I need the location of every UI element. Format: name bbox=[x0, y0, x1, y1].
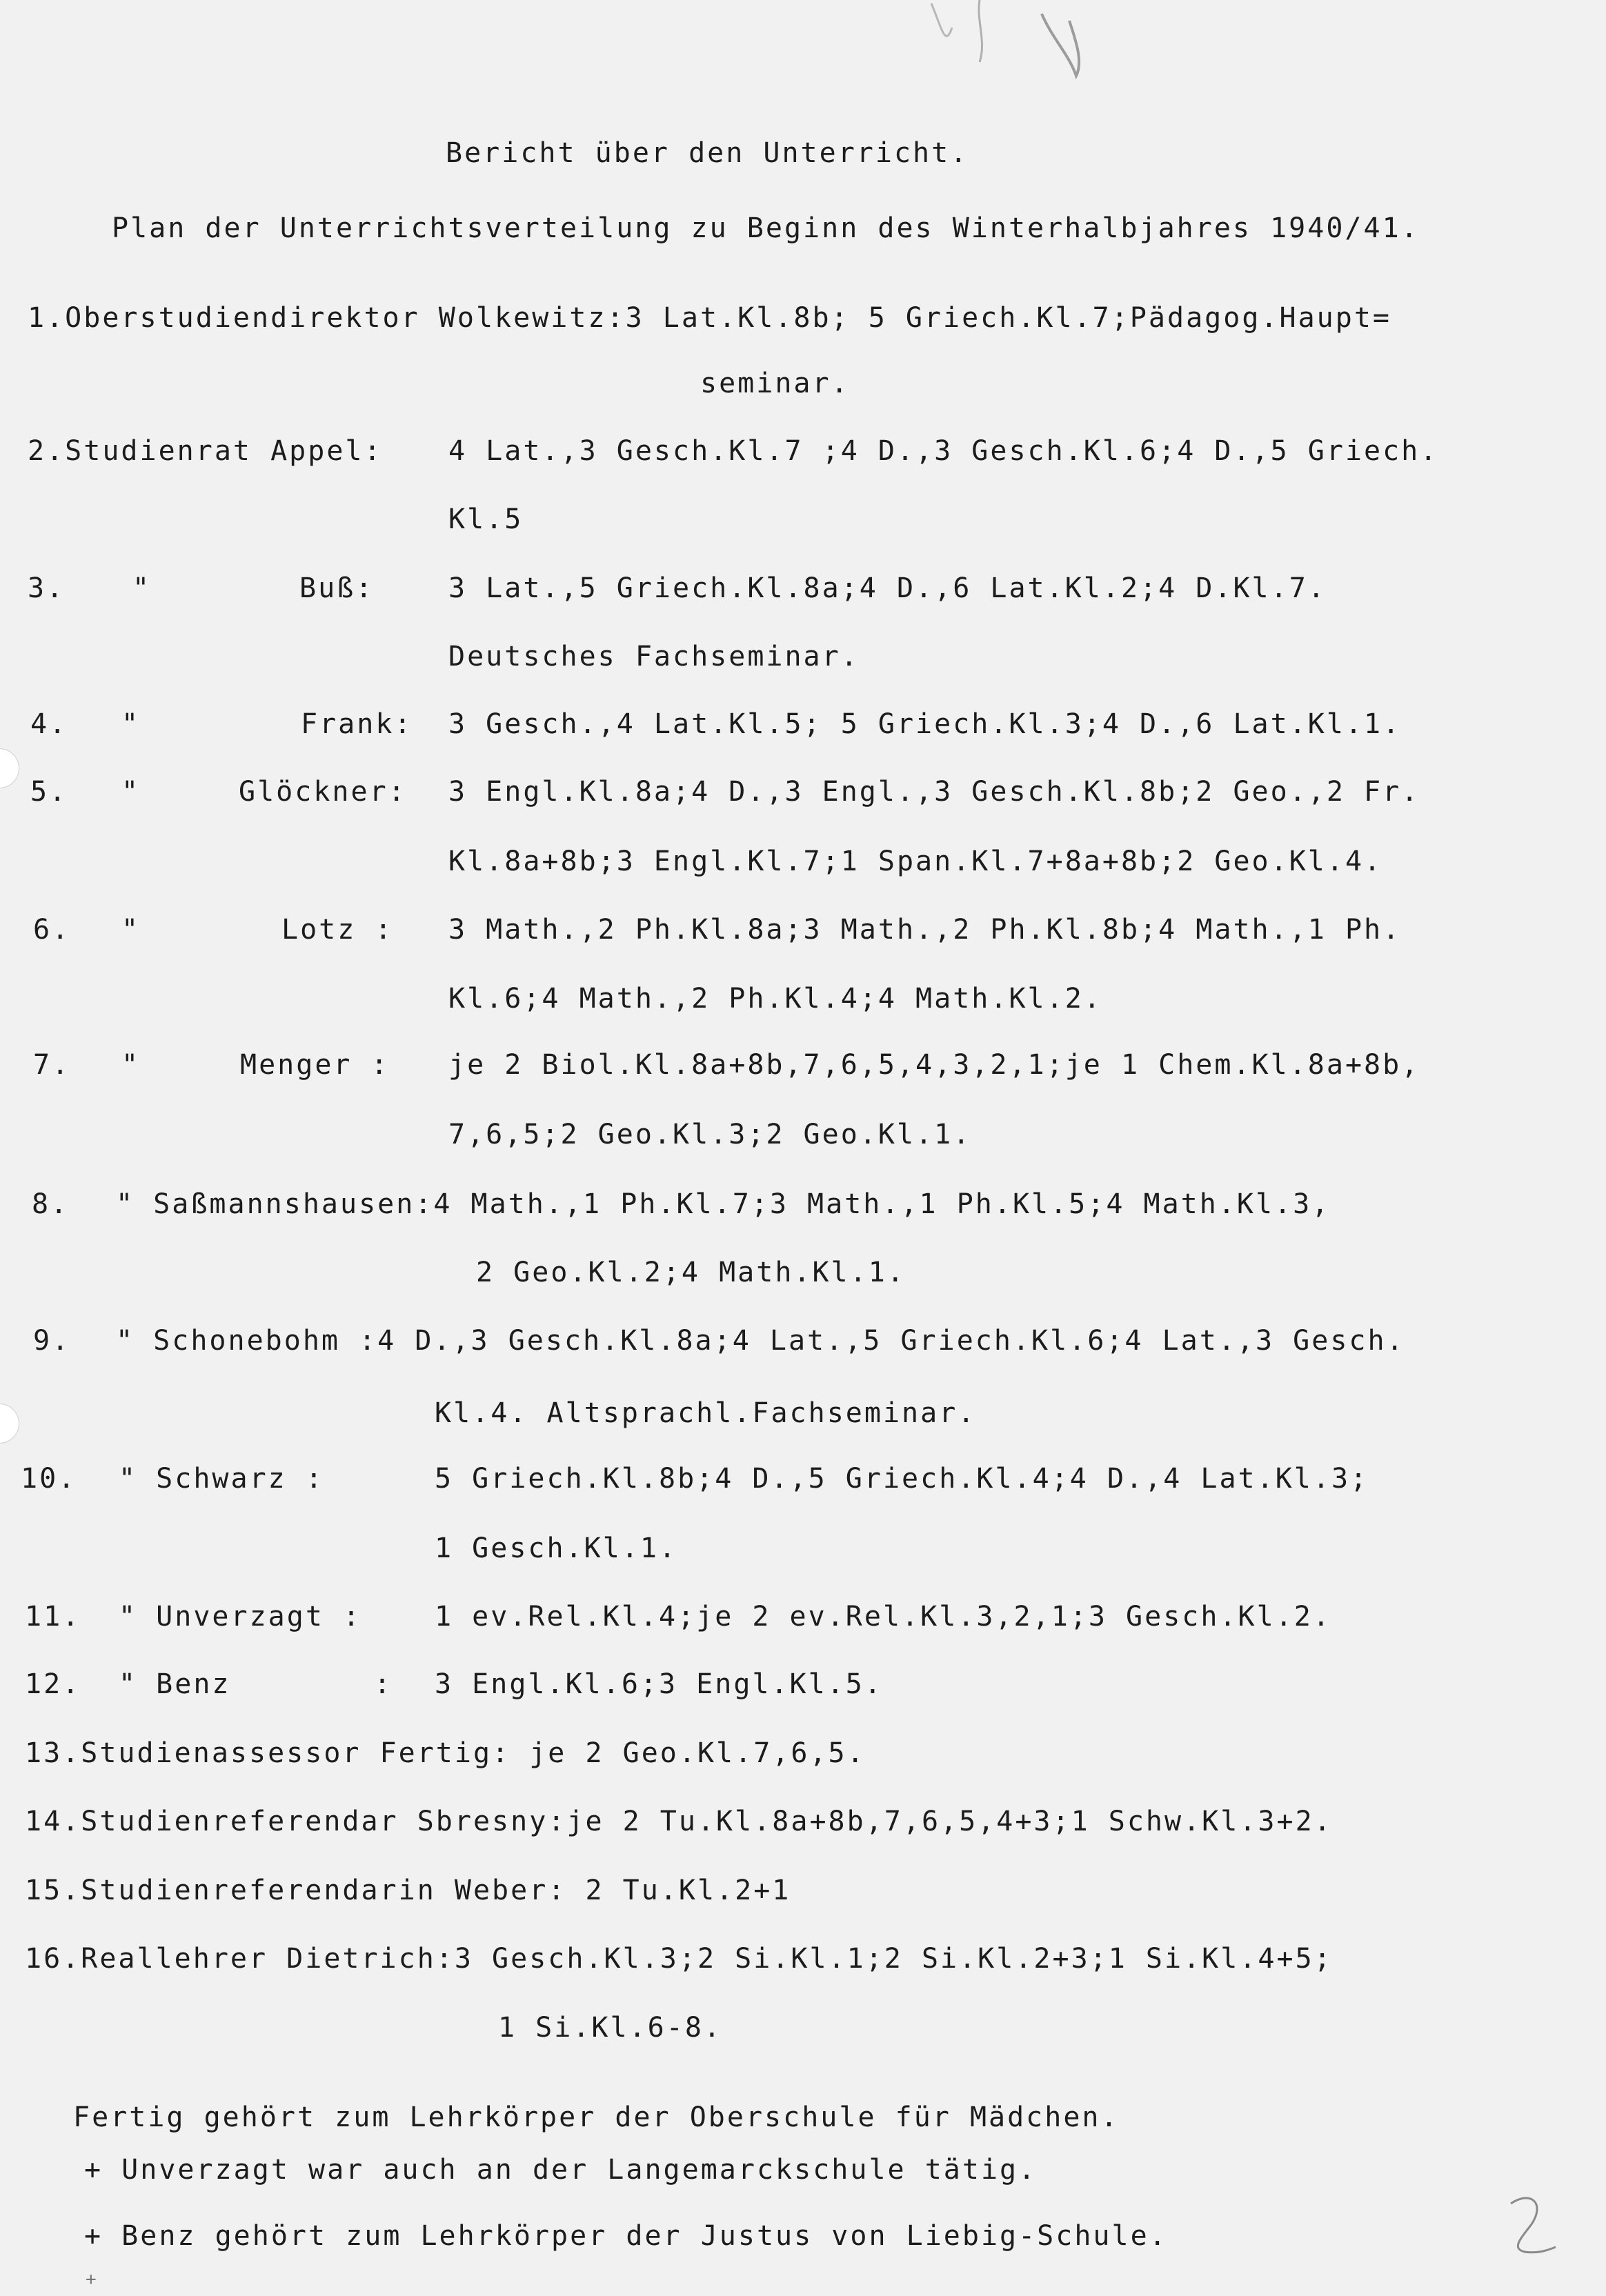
entry-3-ditto: " bbox=[132, 572, 152, 604]
entry-7-number: 7. bbox=[33, 1049, 71, 1081]
handwritten-page-mark bbox=[1490, 2186, 1566, 2262]
note-fertig: Fertig gehört zum Lehrkörper der Oberschule für Mädchen. bbox=[73, 2102, 1120, 2133]
entry-5-name: Glöckner: bbox=[239, 776, 407, 808]
report-subheading: Plan der Unterrichtsverteilung zu Beginn des Winterhalbjahres 1940/41. bbox=[112, 212, 1420, 244]
entry-7-line-1: je 2 Biol.Kl.8a+8b,7,6,5,4,3,2,1;je 1 Chem.Kl.8a+8b, bbox=[448, 1049, 1420, 1081]
note-benz: + Benz gehört zum Lehrkörper der Justus von Liebig-Schule. bbox=[84, 2220, 1168, 2252]
note-unverzagt: + Unverzagt war auch an der Langemarckschule tätig. bbox=[84, 2154, 1038, 2186]
entry-7-name: Menger : bbox=[240, 1049, 390, 1081]
entry-6-name: Lotz : bbox=[281, 914, 394, 946]
report-heading: Bericht über den Unterricht. bbox=[446, 137, 969, 169]
entry-12-line-1: 3 Engl.Kl.6;3 Engl.Kl.5. bbox=[435, 1668, 883, 1700]
entry-12-label: " Benz bbox=[119, 1668, 231, 1700]
entry-3-number: 3. bbox=[28, 572, 66, 604]
entry-12-colon: : bbox=[374, 1668, 393, 1700]
handwritten-scribble-top bbox=[904, 0, 1111, 97]
entry-9-number: 9. bbox=[33, 1325, 71, 1357]
entry-10-label: " Schwarz : bbox=[119, 1463, 324, 1495]
entry-15-line-1: 15.Studienreferendarin Weber: 2 Tu.Kl.2+1 bbox=[25, 1875, 791, 1906]
entry-8-line-1: " Saßmannshausen:4 Math.,1 Ph.Kl.7;3 Math.,1 Ph.Kl.5;4 Math.Kl.3, bbox=[116, 1188, 1331, 1220]
entry-5-line-1: 3 Engl.Kl.8a;4 D.,3 Engl.,3 Gesch.Kl.8b;2 Geo.,2 Fr. bbox=[448, 776, 1420, 808]
entry-9-line-2: Kl.4. Altsprachl.Fachseminar. bbox=[435, 1397, 977, 1429]
entry-11-line-1: 1 ev.Rel.Kl.4;je 2 ev.Rel.Kl.3,2,1;3 Gesch.Kl.2. bbox=[435, 1601, 1331, 1633]
entry-7-ditto: " bbox=[121, 1049, 141, 1081]
entry-2-line-2: Kl.5 bbox=[448, 503, 524, 535]
entry-3-line-1: 3 Lat.,5 Griech.Kl.8a;4 D.,6 Lat.Kl.2;4 D.Kl.7. bbox=[448, 572, 1327, 604]
entry-5-line-2: Kl.8a+8b;3 Engl.Kl.7;1 Span.Kl.7+8a+8b;2 Geo.Kl.4. bbox=[448, 846, 1383, 877]
entry-1-line-1: 1.Oberstudiendirektor Wolkewitz:3 Lat.Kl.8b; 5 Griech.Kl.7;Pädagog.Haupt= bbox=[28, 302, 1391, 334]
entry-14-line-1: 14.Studienreferendar Sbresny:je 2 Tu.Kl.8a+8b,7,6,5,4+3;1 Schw.Kl.3+2. bbox=[25, 1806, 1333, 1837]
entry-12-number: 12. bbox=[25, 1668, 81, 1700]
entry-2-line-1: 4 Lat.,3 Gesch.Kl.7 ;4 D.,3 Gesch.Kl.6;4 D.,5 Griech. bbox=[448, 435, 1439, 467]
entry-11-label: " Unverzagt : bbox=[119, 1601, 362, 1633]
entry-6-ditto: " bbox=[121, 914, 141, 946]
entry-4-name: Frank: bbox=[301, 708, 413, 740]
entry-6-number: 6. bbox=[33, 914, 71, 946]
punch-hole-upper bbox=[0, 748, 19, 788]
entry-6-line-1: 3 Math.,2 Ph.Kl.8a;3 Math.,2 Ph.Kl.8b;4 Math.,1 Ph. bbox=[448, 914, 1402, 946]
entry-7-line-2: 7,6,5;2 Geo.Kl.3;2 Geo.Kl.1. bbox=[448, 1119, 972, 1150]
entry-10-number: 10. bbox=[21, 1463, 77, 1495]
entry-8-number: 8. bbox=[32, 1188, 70, 1220]
entry-10-line-1: 5 Griech.Kl.8b;4 D.,5 Griech.Kl.4;4 D.,4 Lat.Kl.3; bbox=[435, 1463, 1369, 1495]
entry-8-line-2: 2 Geo.Kl.2;4 Math.Kl.1. bbox=[476, 1257, 906, 1288]
entry-1-line-2: seminar. bbox=[700, 368, 850, 399]
entry-16-line-2: 1 Si.Kl.6-8. bbox=[498, 2012, 722, 2044]
entry-9-line-1: " Schonebohm :4 D.,3 Gesch.Kl.8a;4 Lat.,5 Griech.Kl.6;4 Lat.,3 Gesch. bbox=[116, 1325, 1405, 1357]
entry-10-line-2: 1 Gesch.Kl.1. bbox=[435, 1533, 678, 1564]
entry-4-ditto: " bbox=[121, 708, 141, 740]
entry-6-line-2: Kl.6;4 Math.,2 Ph.Kl.4;4 Math.Kl.2. bbox=[448, 983, 1102, 1015]
entry-3-name: Buß: bbox=[299, 572, 375, 604]
entry-11-number: 11. bbox=[25, 1601, 81, 1633]
stray-plus-mark: + bbox=[86, 2269, 99, 2290]
entry-2-label: 2.Studienrat Appel: bbox=[28, 435, 383, 467]
entry-3-line-2: Deutsches Fachseminar. bbox=[448, 641, 860, 672]
entry-16-line-1: 16.Reallehrer Dietrich:3 Gesch.Kl.3;2 Si.Kl.1;2 Si.Kl.2+3;1 Si.Kl.4+5; bbox=[25, 1943, 1333, 1975]
punch-hole-lower bbox=[0, 1404, 19, 1444]
entry-4-line-1: 3 Gesch.,4 Lat.Kl.5; 5 Griech.Kl.3;4 D.,6 Lat.Kl.1. bbox=[448, 708, 1402, 740]
entry-4-number: 4. bbox=[30, 708, 68, 740]
entry-13-line-1: 13.Studienassessor Fertig: je 2 Geo.Kl.7,6,5. bbox=[25, 1737, 866, 1769]
entry-5-ditto: " bbox=[121, 776, 141, 808]
entry-5-number: 5. bbox=[30, 776, 68, 808]
